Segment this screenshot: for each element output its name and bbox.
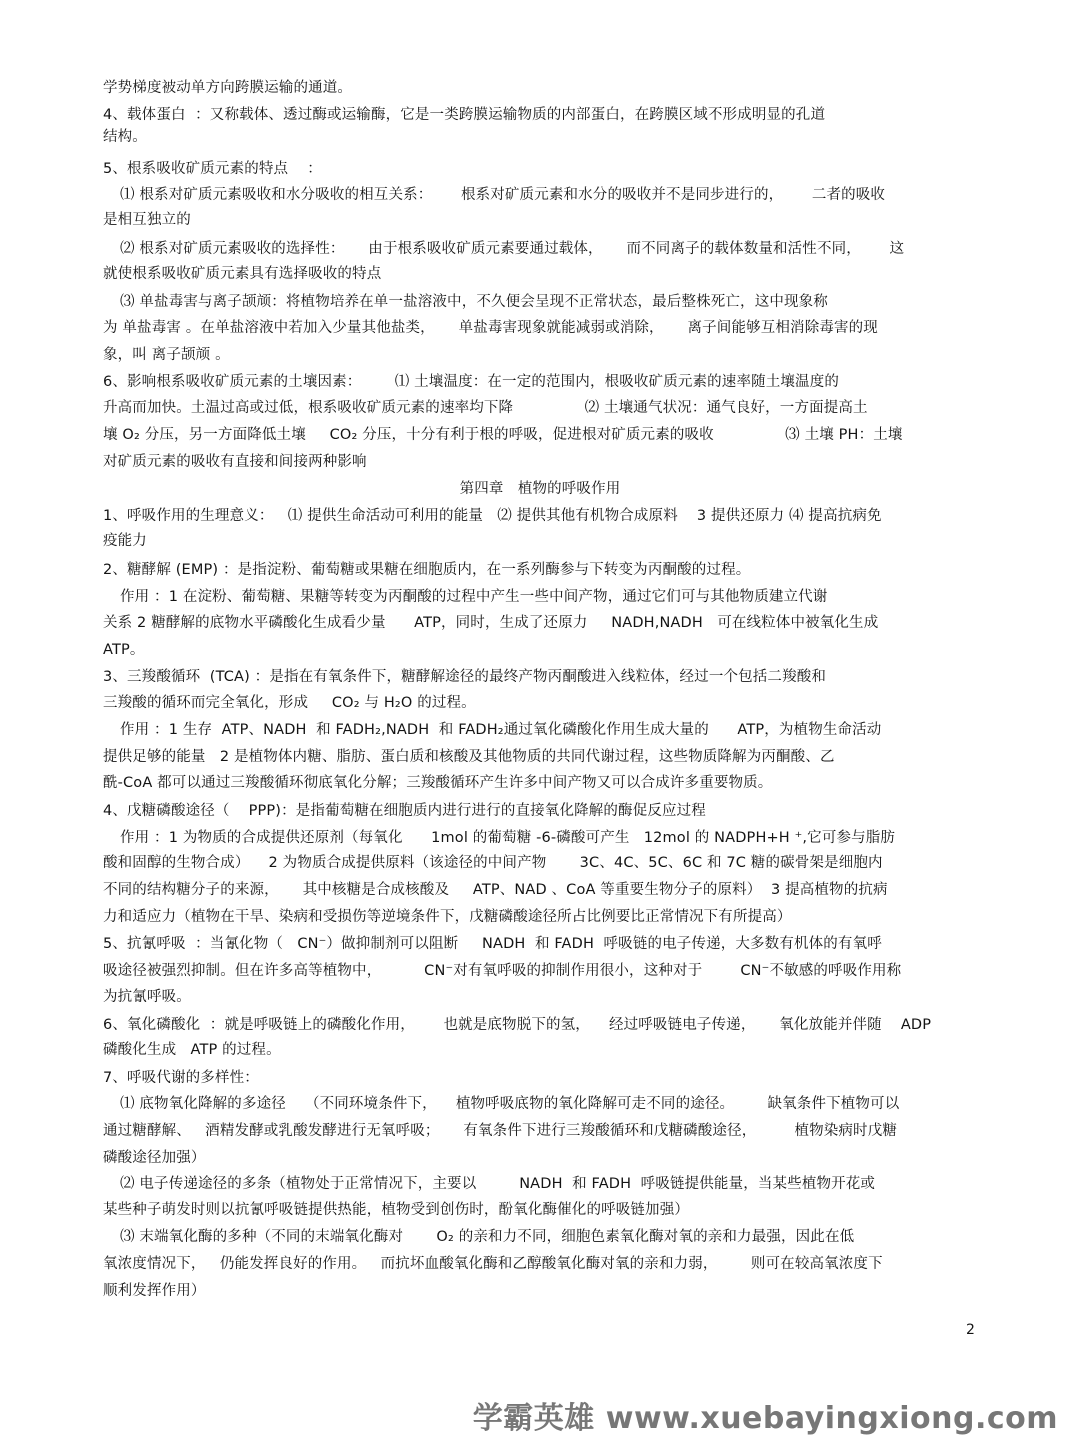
text-line: 6、氧化磷酸化 ：就是呼吸链上的磷酸化作用， 也就是底物脱下的氢， 经过呼吸链电子传递， 氧化放能并伴随 ADP [103, 1017, 932, 1033]
text-line: 结构。 [103, 129, 147, 145]
chapter-heading: 第四章 植物的呼吸作用 [459, 481, 621, 497]
text-line: 就使根系吸收矿质元素具有选择吸收的特点 [103, 266, 382, 282]
text-line: 5、抗氰呼吸 ：当氰化物（ CN⁻）做抑制剂可以阻断 NADH 和 FADH 呼吸链的电子传递，大多数有机体的有氧呼 [103, 936, 882, 952]
text-line: ⑴ 根系对矿质元素吸收和水分吸收的相互关系： 根系对矿质元素和水分的吸收并不是同步进行的， 二者的吸收 [120, 187, 886, 203]
text-line: 不同的结构糖分子的来源， 其中核糖是合成核酸及 ATP、NAD 、CoA 等重要生物分子的原料） 3 提高植物的抗病 [103, 882, 888, 898]
text-line: 吸途径被强烈抑制。但在许多高等植物中， CN⁻对有氧呼吸的抑制作用很小，这种对于 CN⁻不敏感的呼吸作用称 [103, 963, 902, 979]
text-line: 壤 O₂ 分压，另一方面降低土壤 CO₂ 分压，十分有利于根的呼吸，促进根对矿质元素的吸收 ⑶ 土壤 PH：土壤 [103, 427, 903, 443]
text-line: 磷酸化生成 ATP 的过程。 [103, 1042, 281, 1058]
text-line: 1、呼吸作用的生理意义： ⑴ 提供生命活动可利用的能量 ⑵ 提供其他有机物合成原料 3 提供还原力 ⑷ 提高抗病免 [103, 508, 882, 524]
text-line: ATP。 [103, 642, 145, 658]
text-line: 为 单盐毒害 。在单盐溶液中若加入少量其他盐类， 单盐毒害现象就能减弱或消除， 离子间能够互相消除毒害的现 [103, 320, 878, 336]
text-line: 为抗氰呼吸。 [103, 989, 191, 1005]
text-line: 4、戊糖磷酸途径（ PPP)：是指葡萄糖在细胞质内进行进行的直接氧化降解的酶促反应过程 [103, 803, 706, 819]
text-line: 作用 ：1 在淀粉、葡萄糖、果糖等转变为丙酮酸的过程中产生一些中间产物，通过它们可与其他物质建立代谢 [120, 589, 828, 605]
text-line: 作用 ：1 生存 ATP、NADH 和 FADH₂,NADH 和 FADH₂通过氧化磷酸化作用生成大量的 ATP，为植物生命活动 [120, 722, 882, 738]
text-line: 关系 2 糖酵解的底物水平磷酸化生成看少量 ATP，同时，生成了还原力 NADH,NADH 可在线粒体中被氧化生成 [103, 615, 879, 631]
page-number: 2 [966, 1322, 975, 1338]
text-line: 顺利发挥作用） [103, 1283, 206, 1299]
text-line: 提供足够的能量 2 是植物体内糖、脂肪、蛋白质和核酸及其他物质的共同代谢过程，这些物质降解为丙酮酸、乙 [103, 749, 835, 765]
text-line: ⑶ 末端氧化酶的多种（不同的末端氧化酶对 O₂ 的亲和力不同，细胞色素氧化酶对氧的亲和力最强，因此在低 [120, 1229, 855, 1245]
text-line: 对矿质元素的吸收有直接和间接两种影响 [103, 454, 367, 470]
text-line: 氧浓度情况下， 仍能发挥良好的作用。 而抗坏血酸氧化酶和乙醇酸氧化酶对氧的亲和力弱， 则可在较高氧浓度下 [103, 1256, 883, 1272]
text-line: 学势梯度被动单方向跨膜运输的通道。 [103, 80, 353, 96]
text-line: ⑵ 电子传递途径的多条（植物处于正常情况下，主要以 NADH 和 FADH 呼吸链提供能量，当某些植物开花或 [120, 1176, 876, 1192]
text-line: 酰-CoA 都可以通过三羧酸循环彻底氧化分解；三羧酸循环产生许多中间产物又可以合成许多重要物质。 [103, 775, 773, 791]
text-line: 升高而加快。土温过高或过低，根系吸收矿质元素的速率均下降 ⑵ 土壤通气状况：通气良好，一方面提高土 [103, 400, 868, 416]
watermark: 学霸英雄 www.xuebayingxiong.com [472, 1401, 1058, 1436]
text-line: 5、根系吸收矿质元素的特点 ： [103, 161, 322, 177]
text-line: 酸和固醇的生物合成） 2 为物质合成提供原料（该途径的中间产物 3C、4C、5C、6C 和 7C 糖的碳骨架是细胞内 [103, 855, 883, 871]
text-line: ⑵ 根系对矿质元素吸收的选择性： 由于根系吸收矿质元素要通过载体， 而不同离子的载体数量和活性不同， 这 [120, 241, 905, 257]
text-line: 7、呼吸代谢的多样性： [103, 1070, 259, 1086]
text-line: 6、影响根系吸收矿质元素的土壤因素： ⑴ 土壤温度：在一定的范围内，根吸收矿质元素的速率随土壤温度的 [103, 374, 839, 390]
text-line: 是相互独立的 [103, 212, 191, 228]
text-line: 磷酸途径加强） [103, 1150, 206, 1166]
text-line: 三羧酸的循环而完全氧化，形成 CO₂ 与 H₂O 的过程。 [103, 695, 476, 711]
text-line: 作用 ：1 为物质的合成提供还原剂（每氧化 1mol 的葡萄糖 -6-磷酸可产生 12mol 的 NADPH+H ⁺,它可参与脂肪 [120, 830, 896, 846]
text-line: 2、糖酵解 (EMP) ：是指淀粉、葡萄糖或果糖在细胞质内，在一系列酶参与下转变为丙酮酸的过程。 [103, 562, 751, 578]
text-line: 3、三羧酸循环 (TCA) ：是指在有氧条件下，糖酵解途径的最终产物丙酮酸进入线粒体，经过一个包括二羧酸和 [103, 669, 827, 685]
text-line: 4、载体蛋白 ：又称载体、透过酶或运输酶，它是一类跨膜运输物质的内部蛋白，在跨膜区域不形成明显的孔道 [103, 107, 826, 123]
text-line: 象，叫 离子颉颃 。 [103, 347, 230, 363]
text-line: 力和适应力（植物在干旱、染病和受损伤等逆境条件下，戊糖磷酸途径所占比例要比正常情况下有所提高） [103, 909, 792, 925]
text-line: ⑶ 单盐毒害与离子颉颃：将植物培养在单一盐溶液中，不久便会呈现不正常状态，最后整株死亡，这中现象称 [120, 294, 828, 310]
text-line: ⑴ 底物氧化降解的多途径 （不同环境条件下， 植物呼吸底物的氧化降解可走不同的途径。 缺氧条件下植物可以 [120, 1096, 900, 1112]
text-line: 疫能力 [103, 533, 147, 549]
text-line: 某些种子萌发时则以抗氰呼吸链提供热能，植物受到创伤时，酚氧化酶催化的呼吸链加强） [103, 1202, 689, 1218]
text-line: 通过糖酵解、 酒精发酵或乳酸发酵进行无氧呼吸； 有氧条件下进行三羧酸循环和戊糖磷酸途径， 植物染病时戊糖 [103, 1123, 897, 1139]
